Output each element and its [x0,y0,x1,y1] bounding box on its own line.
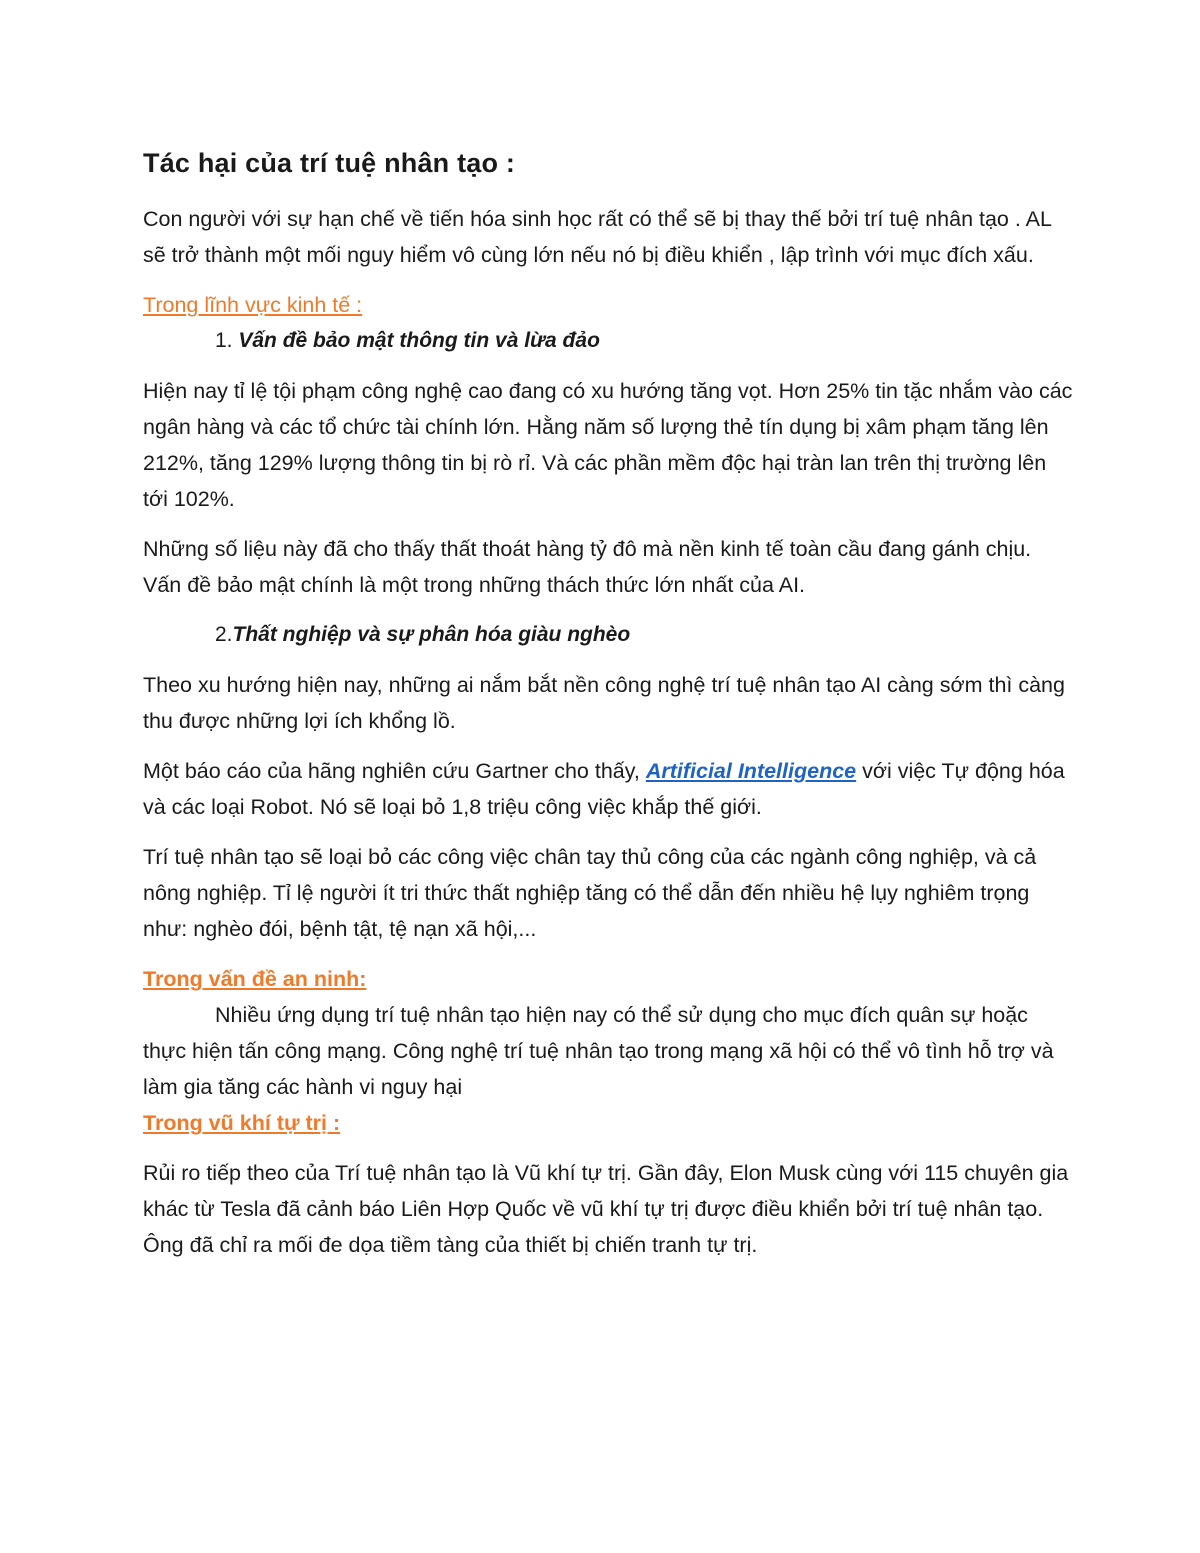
document-body [143,148,1073,1277]
subheading-text: Vấn đề bảo mật thông tin và lừa đảo [238,329,600,352]
subheading-text: Thất nghiệp và sự phân hóa giàu nghèo [232,623,631,646]
subheading-unemployment [143,617,1073,653]
section-heading-economy: Trong lĩnh vực kinh tế : [143,293,363,317]
paragraph-weapons: Rủi ro tiếp theo của Trí tuệ nhân tạo là Vũ khí tự trị. Gần đây, Elon Musk cùng với 115 chuyên gia khác từ Tesla đã cảnh báo Liên Hợp Quốc về vũ khí tự trị được điều khiển bởi trí tuệ nhân tạo. Ông đã chỉ ra mối đe dọa tiềm tàng của thiết bị chiến tranh tự trị. [143,1161,1069,1257]
paragraph-trend: Theo xu hướng hiện nay, những ai nắm bắt nền công nghệ trí tuệ nhân tạo AI càng sớm thì càng thu được những lợi ích khổng lồ. [143,673,1065,733]
subheading-number: 2. [215,623,233,646]
paragraph-gartner [143,753,1073,825]
paragraph-security: Nhiều ứng dụng trí tuệ nhân tạo hiện nay có thể sử dụng cho mục đích quân sự hoặc thực hiện tấn công mạng. Công nghệ trí tuệ nhân tạo trong mạng xã hội có thể vô tình hỗ trợ và làm gia tăng các hành vi nguy hại [143,1003,1054,1099]
paragraph-losses: Những số liệu này đã cho thấy thất thoát hàng tỷ đô mà nền kinh tế toàn cầu đang gánh chịu. Vấn đề bảo mật chính là một trong những thách thức lớn nhất của AI. [143,537,1032,597]
section-heading-weapons: Trong vũ khí tự trị : [143,1111,341,1135]
subheading-number: 1. [215,329,233,352]
section-heading-security: Trong vấn đề an ninh: [143,967,367,991]
artificial-intelligence-link[interactable]: Artificial Intelligence [645,759,857,783]
gartner-text-after: với việc Tự động hóa và các loại Robot. Nó sẽ loại bỏ 1,8 triệu công việc khắp thế giới. [143,759,1065,819]
page-title: Tác hại của trí tuệ nhân tạo : [143,148,516,178]
paragraph-cybercrime: Hiện nay tỉ lệ tội phạm công nghệ cao đang có xu hướng tăng vọt. Hơn 25% tin tặc nhắm vào các ngân hàng và các tổ chức tài chính lớn. Hằng năm số lượng thẻ tín dụng bị xâm phạm tăng lên 212%, tăng 129% lượng thông tin bị rò rỉ. Và các phần mềm độc hại tràn lan trên thị trường lên tới 102%. [143,379,1073,511]
intro-paragraph: Con người với sự hạn chế về tiến hóa sinh học rất có thể sẽ bị thay thế bởi trí tuệ nhân tạo . AL sẽ trở thành một mối nguy hiểm vô cùng lớn nếu nó bị điều khiển , lập trình với mục đích xấu. [143,207,1052,267]
gartner-text-before: Một báo cáo của hãng nghiên cứu Gartner cho thấy, [143,759,646,783]
subheading-security-fraud [143,323,1073,359]
paragraph-manual-labor: Trí tuệ nhân tạo sẽ loại bỏ các công việc chân tay thủ công của các ngành công nghiệp, và cả nông nghiệp. Tỉ lệ người ít tri thức thất nghiệp tăng có thể dẫn đến nhiều hệ lụy nghiêm trọng như: nghèo đói, bệnh tật, tệ nạn xã hội,... [143,845,1037,941]
